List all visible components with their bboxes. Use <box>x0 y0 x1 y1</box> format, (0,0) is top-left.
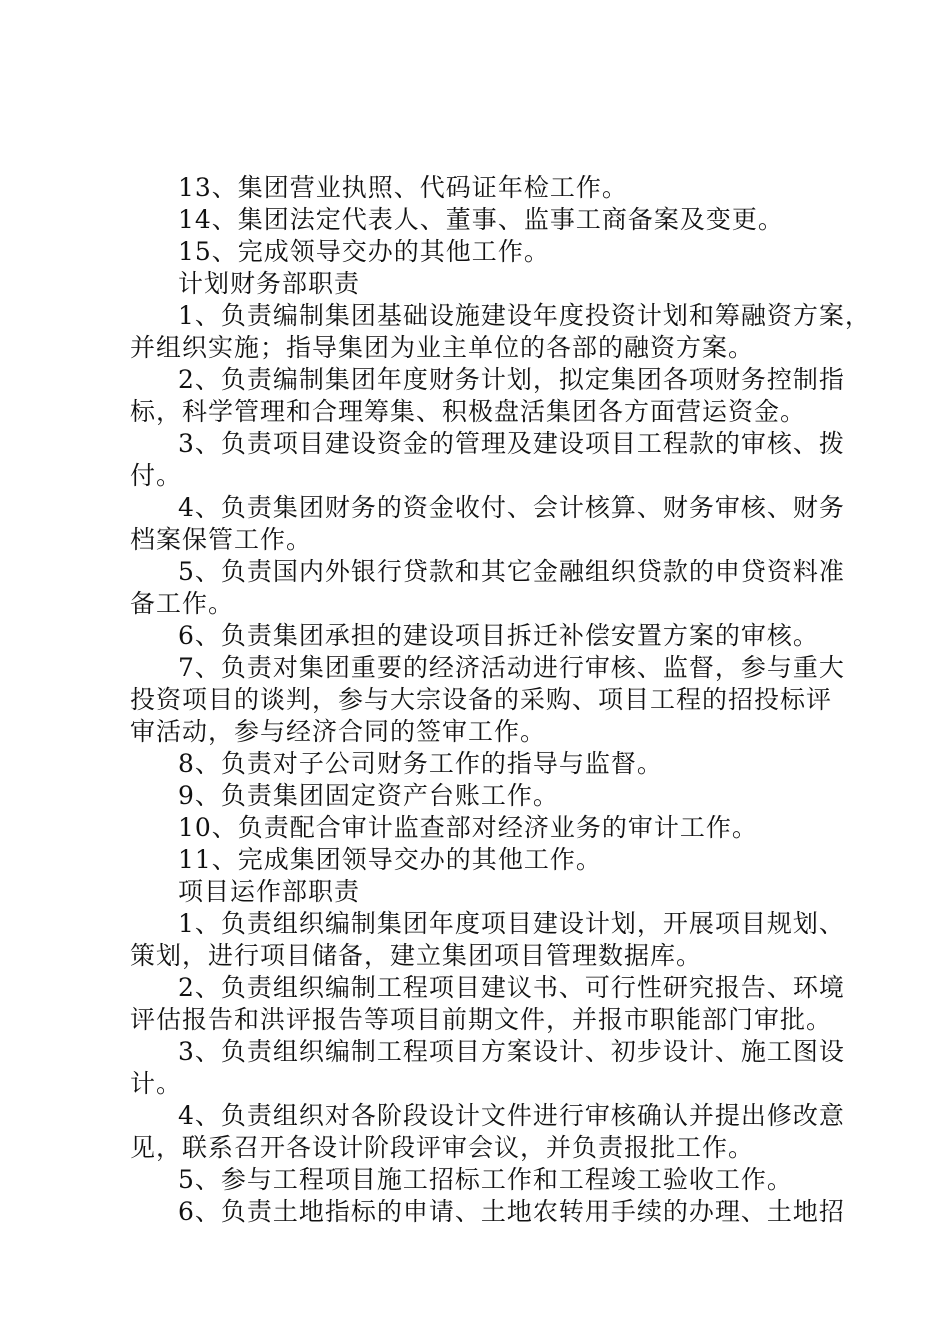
paragraph-line: 4、负责集团财务的资金收付、会计核算、财务审核、财务 <box>178 493 845 522</box>
paragraph-line: 5、参与工程项目施工招标工作和工程竣工验收工作。 <box>178 1165 793 1194</box>
paragraph-line: 见，联系召开各设计阶段评审会议，并负责报批工作。 <box>130 1133 755 1162</box>
paragraph-line: 11、完成集团领导交办的其他工作。 <box>178 845 602 874</box>
paragraph-line: 并组织实施；指导集团为业主单位的各部的融资方案。 <box>130 333 755 362</box>
paragraph-line: 13、集团营业执照、代码证年检工作。 <box>178 173 628 202</box>
paragraph-line: 3、负责项目建设资金的管理及建设项目工程款的审核、拨 <box>178 429 845 458</box>
paragraph-line: 9、负责集团固定资产台账工作。 <box>178 781 559 810</box>
paragraph-line: 计。 <box>130 1069 183 1098</box>
paragraph-line: 1、负责编制集团基础设施建设年度投资计划和筹融资方案， <box>178 301 871 330</box>
paragraph-line: 14、集团法定代表人、董事、监事工商备案及变更。 <box>178 205 784 234</box>
paragraph-line: 档案保管工作。 <box>130 525 313 554</box>
section-heading-projects: 项目运作部职责 <box>178 877 361 906</box>
paragraph-line: 5、负责国内外银行贷款和其它金融组织贷款的申贷资料准 <box>178 557 845 586</box>
paragraph-line: 审活动，参与经济合同的签审工作。 <box>130 717 547 746</box>
paragraph-line: 7、负责对集团重要的经济活动进行审核、监督，参与重大 <box>178 653 845 682</box>
section-heading-finance: 计划财务部职责 <box>178 269 361 298</box>
paragraph-line: 标，科学管理和合理筹集、积极盘活集团各方面营运资金。 <box>130 397 807 426</box>
paragraph-line: 15、完成领导交办的其他工作。 <box>178 237 550 266</box>
paragraph-line: 3、负责组织编制工程项目方案设计、初步设计、施工图设 <box>178 1037 845 1066</box>
document-body <box>130 172 871 1228</box>
paragraph-line: 6、负责土地指标的申请、土地农转用手续的办理、土地招 <box>178 1197 845 1226</box>
paragraph-line: 6、负责集团承担的建设项目拆迁补偿安置方案的审核。 <box>178 621 819 650</box>
paragraph-line: 策划，进行项目储备，建立集团项目管理数据库。 <box>130 941 703 970</box>
paragraph-line: 1、负责组织编制集团年度项目建设计划，开展项目规划、 <box>178 909 845 938</box>
paragraph-line: 4、负责组织对各阶段设计文件进行审核确认并提出修改意 <box>178 1101 845 1130</box>
paragraph-line: 10、负责配合审计监查部对经济业务的审计工作。 <box>178 813 758 842</box>
paragraph-line: 8、负责对子公司财务工作的指导与监督。 <box>178 749 663 778</box>
paragraph-line: 投资项目的谈判，参与大宗设备的采购、项目工程的招投标评 <box>130 685 833 714</box>
paragraph-line: 评估报告和洪评报告等项目前期文件，并报市职能部门审批。 <box>130 1005 833 1034</box>
paragraph-line: 2、负责编制集团年度财务计划，拟定集团各项财务控制指 <box>178 365 845 394</box>
paragraph-line: 备工作。 <box>130 589 235 618</box>
paragraph-line: 2、负责组织编制工程项目建议书、可行性研究报告、环境 <box>178 973 845 1002</box>
paragraph-line: 付。 <box>130 461 183 490</box>
